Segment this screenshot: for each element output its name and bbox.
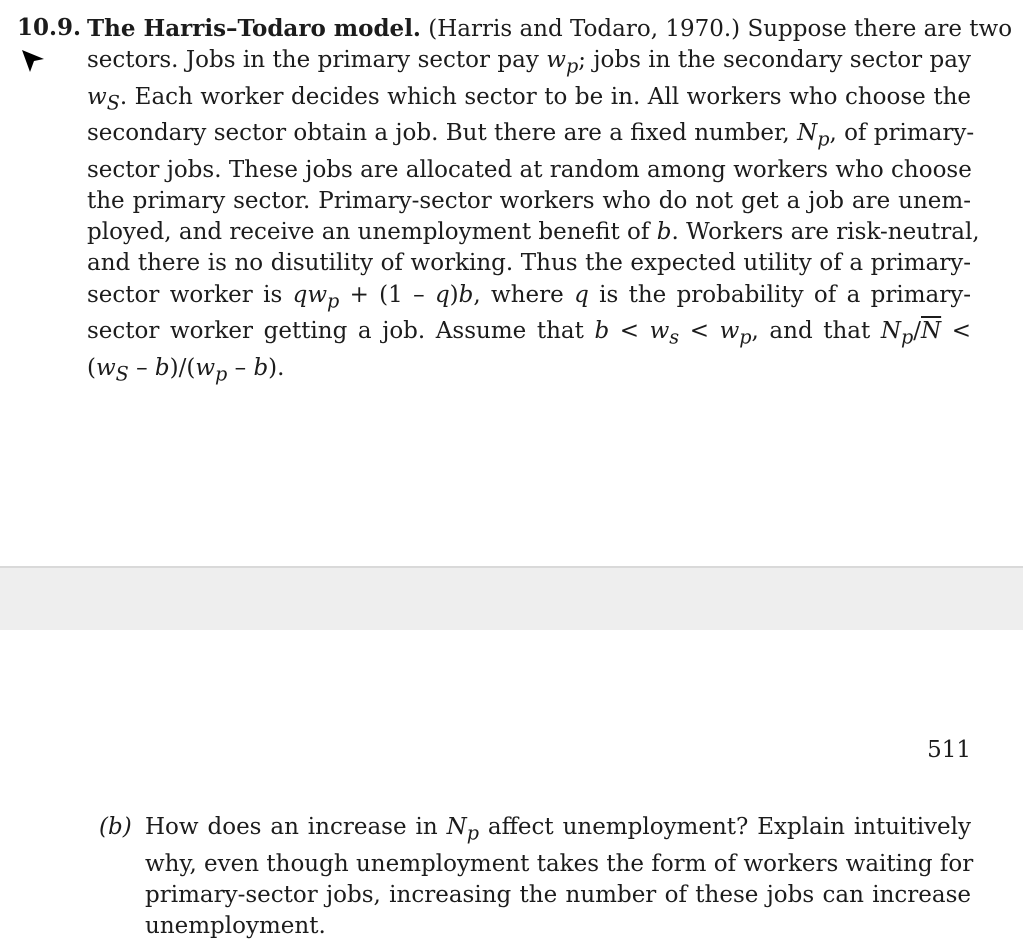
problem-line-10: sector worker getting a job. Assume that $b < w_s < w_p$, and that $N_p/\overline{N}$ < — [87, 318, 971, 349]
page-separator — [0, 566, 1023, 630]
problem-statement — [87, 13, 1013, 390]
part-b-line-3: primary-sector jobs, increasing the number of these jobs can increase — [145, 881, 971, 908]
problem-line-9: sector worker is $qw_p + (1 - q)b$, where q is the probability of a primary- — [87, 281, 972, 313]
problem-line-8: and there is no disutility of working. Thus the expected utility of a primary- — [87, 250, 971, 277]
problem-line-7: ployed, and receive an unemployment benefit of b. Workers are risk-neutral, — [87, 219, 980, 246]
problem-line-2: sectors. Jobs in the primary sector pay $w_p$; jobs in the secondary sector pay — [87, 47, 971, 78]
problem-line-3: $w_S$. Each worker decides which sector to be in. All workers who choose the — [87, 83, 971, 115]
mouse-pointer-icon — [20, 48, 46, 74]
part-b-line-2: why, even though unemployment takes the form of workers waiting for — [145, 850, 974, 877]
problem-line-5: sector jobs. These jobs are allocated at random among workers who choose — [87, 157, 972, 184]
part-b-line-1: How does an increase in $N_p$ affect unemployment? Explain intuitively — [145, 814, 971, 845]
problem-line-11: $(w_S - b)/(w_p - b)$. — [87, 354, 285, 386]
problem-title: The Harris–Todaro model. — [87, 15, 421, 42]
problem-line-1: The Harris–Todaro model. (Harris and Todaro, 1970.) Suppose there are two — [87, 15, 1013, 42]
problem-line-4: secondary sector obtain a job. But there are a fixed number, $N_p$, of primary- — [87, 120, 975, 152]
part-b-line-4: unemployment. — [145, 912, 326, 939]
part-b-question — [145, 812, 974, 942]
problem-line-6: the primary sector. Primary-sector workers who do not get a job are unem- — [87, 188, 971, 215]
page-number: 511 — [927, 737, 971, 763]
part-b-label: (b) — [99, 814, 132, 840]
problem-number: 10.9. — [17, 14, 82, 41]
